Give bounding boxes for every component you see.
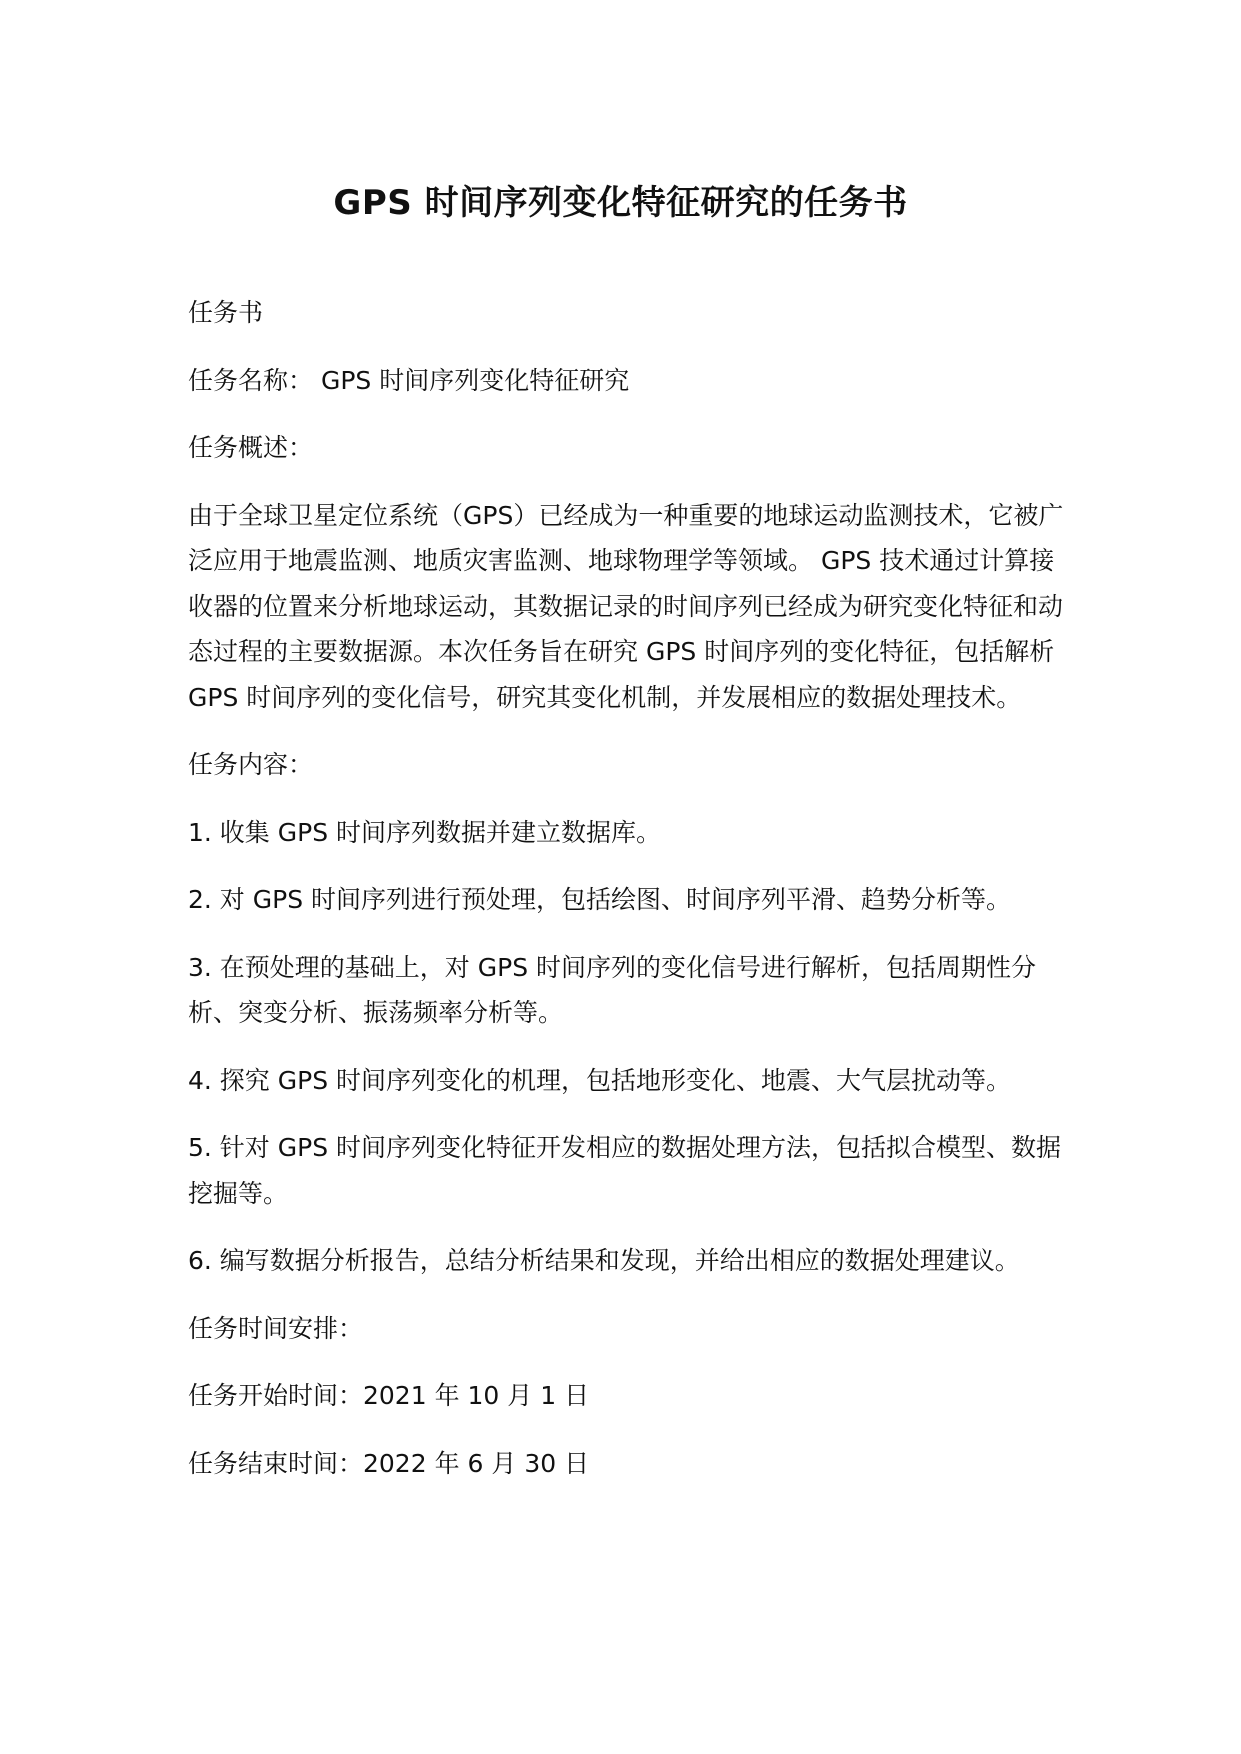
task-name: 任务名称： GPS 时间序列变化特征研究 (188, 365, 630, 395)
schedule-label: 任务时间安排： (188, 1313, 364, 1343)
content-item-3: 3. 在预处理的基础上，对 GPS 时间序列的变化信号进行解析，包括周期性分析、突变分析、振荡频率分析等。 (188, 952, 1037, 1027)
content-item-5: 5. 针对 GPS 时间序列变化特征开发相应的数据处理方法，包括拟合模型、数据挖掘等。 (188, 1133, 1062, 1208)
document-title: GPS 时间序列变化特征研究的任务书 (333, 183, 908, 223)
overview-label: 任务概述： (188, 433, 314, 462)
document-body (188, 290, 1078, 1508)
start-time: 任务开始时间：2021 年 10 月 1 日 (188, 1381, 590, 1410)
content-label: 任务内容： (188, 750, 314, 779)
overview-text: 由于全球卫星定位系统（GPS）已经成为一种重要的地球运动监测技术，它被广泛应用于地震监测、地质灾害监测、地球物理学等领域。 GPS 技术通过计算接收器的位置来分析地球运动，其数据记录的时间序列已经成为研究变化特征和动态过程的主要数据源。本次任务旨在研究 GPS 时间序列的变化特征，包括解析 GPS 时间序列的变化信号，研究其变化机制，并发展相应的数据处理技术。 (188, 500, 1064, 712)
content-item-6: 6. 编写数据分析报告，总结分析结果和发现，并给出相应的数据处理建议。 (188, 1246, 1020, 1275)
content-item-2: 2. 对 GPS 时间序列进行预处理，包括绘图、时间序列平滑、趋势分析等。 (188, 885, 1012, 914)
content-item-4: 4. 探究 GPS 时间序列变化的机理，包括地形变化、地震、大气层扰动等。 (188, 1065, 1012, 1095)
section-label: 任务书 (188, 298, 264, 327)
content-item-1: 1. 收集 GPS 时间序列数据并建立数据库。 (188, 817, 662, 847)
end-time: 任务结束时间：2022 年 6 月 30 日 (188, 1448, 590, 1478)
